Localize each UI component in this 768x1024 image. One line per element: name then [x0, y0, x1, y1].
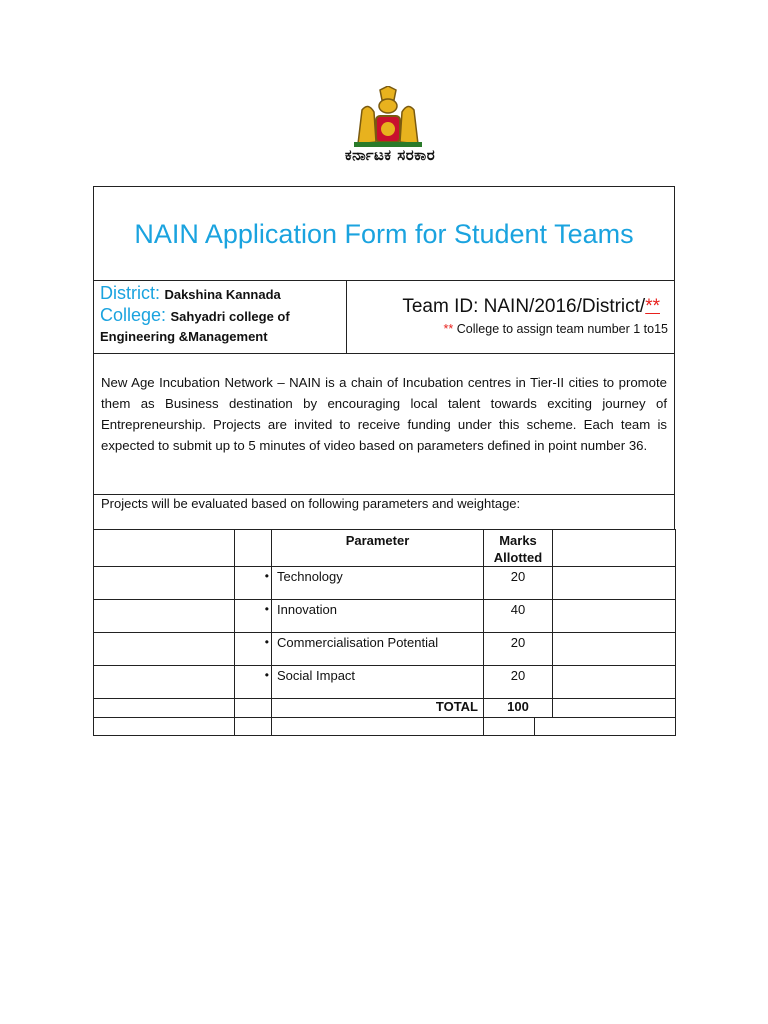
table-row [94, 633, 676, 666]
team-id-note [444, 322, 668, 336]
total-row [94, 699, 676, 718]
parameter-marks: 20 [484, 567, 553, 600]
parameter-marks: 40 [484, 600, 553, 633]
header-parameter: Parameter [272, 530, 484, 567]
bullet: • [235, 633, 272, 666]
note-text: College to assign team number 1 to15 [453, 322, 668, 336]
college-label: College: [100, 305, 167, 325]
parameter-name: Commercialisation Potential [272, 633, 484, 666]
parameter-marks: 20 [484, 633, 553, 666]
note-stars: ** [443, 322, 454, 336]
header-marks: Marks Allotted [484, 530, 553, 567]
district-value: Dakshina Kannada [164, 287, 281, 302]
parameter-name: Innovation [272, 600, 484, 633]
total-value: 100 [484, 699, 553, 718]
district-college-cell [94, 280, 347, 353]
parameter-name: Social Impact [272, 666, 484, 699]
parameter-name: Technology [272, 567, 484, 600]
form-title: NAIN Application Form for Student Teams [134, 218, 634, 249]
college-value: Sahyadri college of Engineering &Management [100, 309, 290, 344]
district-label: District: [100, 283, 160, 303]
description-text: New Age Incubation Network – NAIN is a chain of Incubation centres in Tier-II cities to promote them as Business destination by encouraging local talent towards exciting journey of Entrepreneurship. Projects are invited to receive funding under this scheme. Each team is expected to submit up to 5 minutes of video based on parameters defined in point number 36. [101, 375, 667, 453]
govt-caption: ಕರ್ನಾಟಕ ಸರಕಾರ [344, 146, 436, 164]
table-row [94, 600, 676, 633]
evaluation-intro: Projects will be evaluated based on following parameters and weightage: [93, 494, 675, 530]
karnataka-emblem-icon [352, 86, 424, 148]
description-section [93, 353, 675, 495]
team-id-cell [347, 280, 674, 353]
table-header-row [94, 530, 676, 567]
team-id-text: Team ID: NAIN/2016/District/ [402, 296, 646, 317]
parameters-table [93, 529, 676, 718]
info-section [93, 280, 675, 354]
blank-row [94, 718, 676, 736]
title-section [93, 186, 675, 281]
bullet: • [235, 600, 272, 633]
total-label: TOTAL [272, 699, 484, 718]
parameter-marks: 20 [484, 666, 553, 699]
table-row [94, 567, 676, 600]
table-row [94, 666, 676, 699]
team-id-stars: ** [645, 296, 660, 317]
blank-row-table [93, 717, 676, 736]
bullet: • [235, 666, 272, 699]
bullet: • [235, 567, 272, 600]
team-id [402, 296, 660, 318]
